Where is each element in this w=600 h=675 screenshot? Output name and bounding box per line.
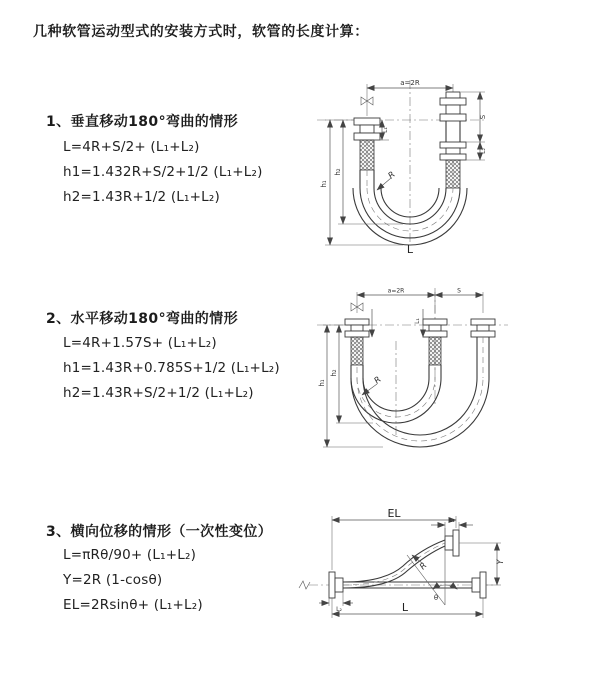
right-flange-fitting-upper: [440, 92, 466, 142]
label-s: S: [479, 114, 487, 120]
label-h1: h₁: [318, 379, 326, 387]
label-l2: L₂: [336, 606, 342, 613]
diagram-horizontal-180-bend: [303, 283, 583, 463]
hose-s-curve: [343, 540, 445, 588]
label-s: S: [457, 287, 461, 295]
label-y: Y: [496, 559, 506, 565]
right-flange-fitting: [471, 319, 495, 337]
label-a2r: a=2R: [387, 287, 405, 295]
dimension-length: [332, 598, 483, 618]
radius-leader: [377, 170, 398, 190]
upper-right-flange-fitting: [445, 530, 459, 556]
formula-length: L=4R+1.57S+ (L₁+L₂): [63, 335, 217, 351]
label-el: EL: [387, 507, 401, 520]
formula-length: L=4R+S/2+ (L₁+L₂): [63, 139, 200, 155]
label-length: L: [406, 243, 414, 256]
left-flange-fitting: [354, 118, 380, 140]
label-h2: h₂: [330, 369, 338, 377]
dimension-top-width: [357, 288, 483, 314]
formula-length: L=πRθ/90+ (L₁+L₂): [63, 547, 197, 563]
label-theta: θ: [433, 594, 439, 602]
label-radius: R: [418, 560, 430, 573]
label-h2: h₂: [334, 168, 342, 176]
diagram-lateral-displacement: [295, 500, 595, 640]
label-l1: L₁: [382, 127, 389, 133]
lower-right-flange-fitting: [472, 572, 486, 598]
dimension-l2: [319, 592, 353, 613]
dimension-el: [332, 507, 456, 573]
right-flange-fitting-lower: [440, 142, 466, 160]
radius-leader: [412, 555, 429, 572]
hose-bend-position-2: [351, 337, 489, 447]
formula-h1: h1=1.43R+0.785S+1/2 (L₁+L₂): [63, 360, 280, 376]
formula-h2: h2=1.43R+S/2+1/2 (L₁+L₂): [63, 385, 254, 401]
formula-h1: h1=1.432R+S/2+1/2 (L₁+L₂): [63, 164, 263, 180]
diagram-vertical-180-bend: [303, 72, 568, 257]
left-flange-fitting: [345, 319, 369, 337]
label-radius: R: [386, 169, 398, 182]
formula-h2: h2=1.43R+1/2 (L₁+L₂): [63, 189, 220, 205]
label-a2r: a=2R: [400, 79, 420, 87]
label-l1: L₁: [414, 318, 421, 324]
radius-leader: [362, 375, 384, 395]
section-2-heading: 2、水平移动180°弯曲的情形: [46, 311, 238, 327]
formula-y: Y=2R (1-cosθ): [63, 572, 163, 588]
section-3-heading: 3、横向位移的情形（一次性变位）: [46, 524, 273, 540]
dimension-l1: [372, 309, 423, 337]
section-1-heading: 1、垂直移动180°弯曲的情形: [46, 114, 238, 130]
label-h1: h₁: [320, 180, 328, 188]
left-flange-fitting: [329, 572, 343, 598]
label-radius: R: [372, 374, 384, 387]
label-l2: L₂: [480, 148, 487, 154]
formula-el: EL=2Rsinθ+ (L₁+L₂): [63, 597, 203, 613]
label-length: L: [401, 601, 409, 614]
middle-flange-fitting: [423, 319, 447, 337]
label-l1: L₁: [449, 517, 455, 524]
page-title: 几种软管运动型式的安装方式时，软管的长度计算：: [33, 24, 369, 40]
